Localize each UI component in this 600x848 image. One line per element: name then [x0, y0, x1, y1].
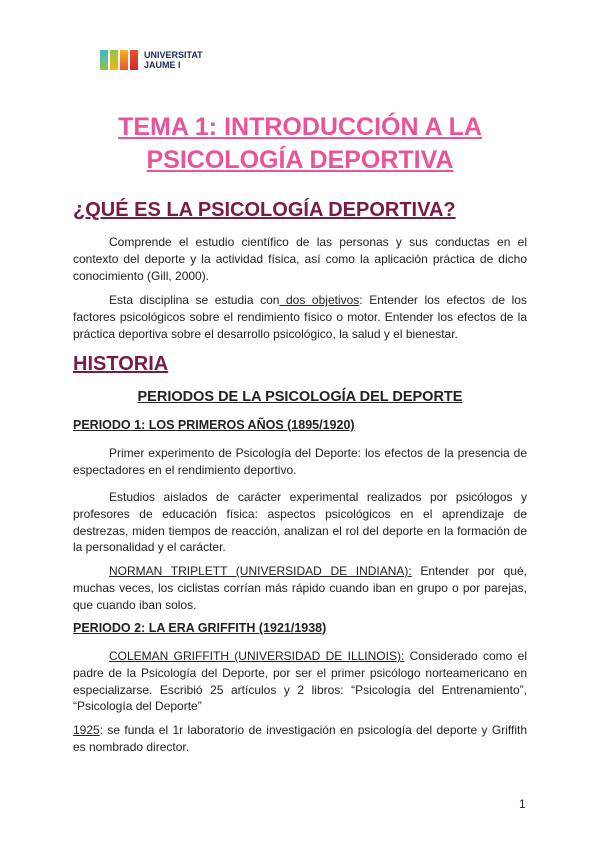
logo-text [144, 50, 203, 70]
document-title [73, 111, 527, 177]
periodo1-paragraph-1: Primer experimento de Psicología del Deporte: los efectos de la presencia de espectadores en el rendimiento deportivo. [73, 446, 527, 477]
year-1925: 1925 [73, 723, 100, 737]
title-line-2: PSICOLOGÍA DEPORTIVA [146, 146, 454, 174]
paragraph-objectives [73, 292, 527, 342]
section-heading-que-es: ¿QUÉ ES LA PSICOLOGÍA DEPORTIVA? [73, 199, 456, 221]
periodo2-paragraph-1925 [73, 722, 527, 756]
uji-logo-mark [100, 50, 138, 70]
title-line-1: TEMA 1: INTRODUCCIÓN A LA [118, 113, 482, 141]
objectives-intro: Esta disciplina se estudia con [109, 293, 280, 307]
griffith-name: COLEMAN GRIFFITH (UNIVERSIDAD DE ILLINOIS): [109, 649, 405, 663]
subheading-periodos: PERIODOS DE LA PSICOLOGÍA DEL DEPORTE [137, 389, 463, 405]
logo-line-2: JAUME I [144, 60, 181, 70]
griffith-text: Considerado como el padre de la Psicología del Deporte, por ser el primer psicólogo norteamericano en especializarse. Escribió 25 artículos y 2 libros: “Psicología del Entrenamiento”, “Psicología del Deporte” [73, 649, 527, 714]
periodo1-paragraph-2: Estudios aislados de carácter experimental realizados por psicólogos y profesores de educación física: aspectos psicológicos en el aprendizaje de destrezas, miden tiempos de reacción, analizan el rol del deporte en la formación de la personalidad y el carácter. [73, 490, 527, 555]
periodo2-paragraph-griffith [73, 648, 527, 715]
paragraph-definition: Comprende el estudio científico de las personas y sus conductas en el contexto del deporte y la actividad física, así como la aplicación práctica de dicho conocimiento (Gill, 2000). [73, 235, 527, 283]
university-logo [100, 50, 203, 70]
objectives-text: : Entender los efectos de los factores psicológicos sobre el rendimiento físico o motor. Entender los efectos de la práctica deportiva sobre el desarrollo psicológico, la salud y el bienestar. [73, 293, 527, 341]
periodo1-paragraph-triplett [73, 563, 527, 613]
section-heading-historia: HISTORIA [73, 353, 169, 375]
periodo2-heading: PERIODO 2: LA ERA GRIFFITH (1921/1938) [73, 621, 327, 635]
page-number: 1 [519, 797, 526, 811]
objectives-underlined: dos objetivos [279, 293, 360, 307]
periodo1-heading: PERIODO 1: LOS PRIMEROS AÑOS (1895/1920) [73, 418, 355, 432]
triplett-name: NORMAN TRIPLETT (UNIVERSIDAD DE INDIANA): [109, 564, 412, 578]
laboratory-text: : se funda el 1r laboratorio de investigación en psicología del deporte y Griffith es nombrado director. [73, 723, 527, 754]
triplett-text: Entender por qué, muchas veces, los ciclistas corrían más rápido cuando iban en grupo o por parejas, que cuando iban solos. [73, 564, 527, 612]
logo-line-1: UNIVERSITAT [144, 50, 203, 60]
